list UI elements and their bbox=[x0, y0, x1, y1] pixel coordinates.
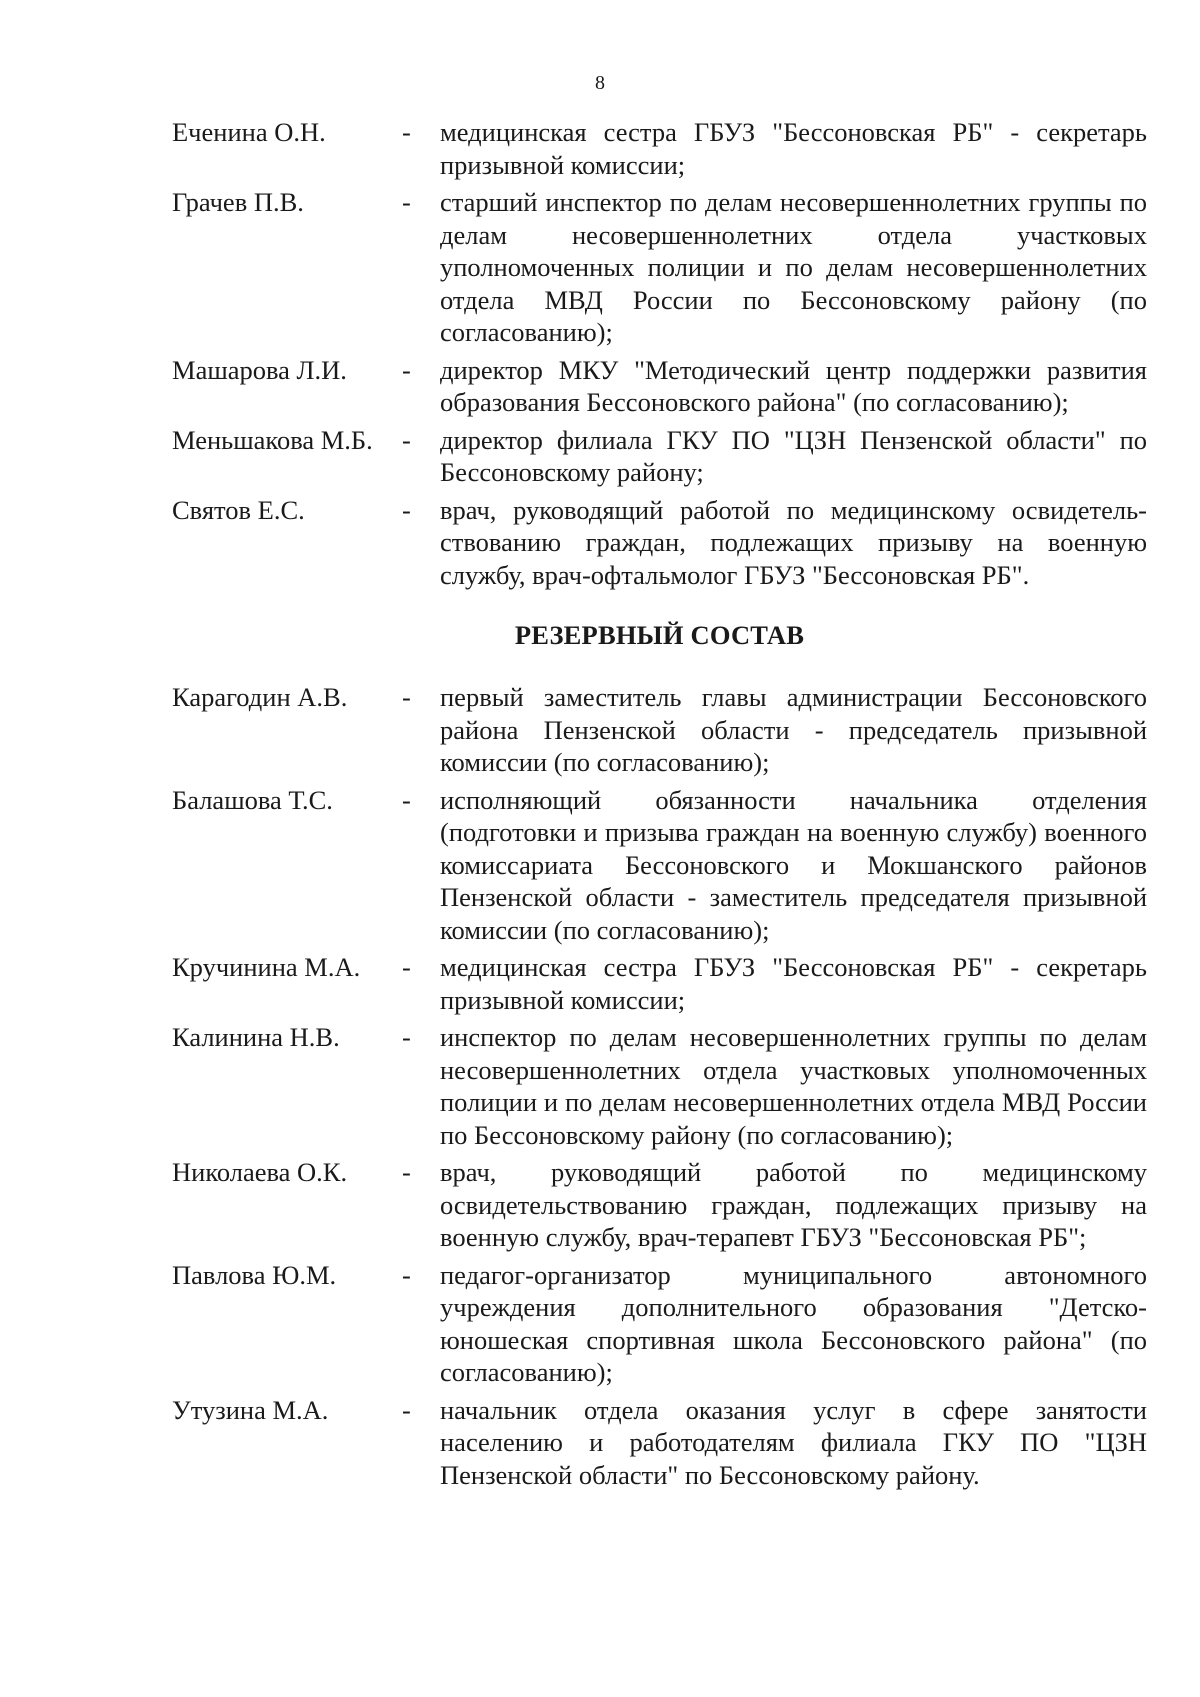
member-name: Машарова Л.И. bbox=[172, 354, 347, 385]
member-dash: - bbox=[402, 1394, 411, 1425]
member-entry bbox=[172, 494, 1147, 592]
document-content bbox=[172, 116, 1147, 1496]
member-name: Карагодин А.В. bbox=[172, 682, 348, 712]
member-description: директор филиала ГКУ ПО "ЦЗН Пензенской области" по Бессоновскому району; bbox=[440, 424, 1147, 487]
main-members-list bbox=[172, 116, 1147, 591]
member-name: Калинина Н.В. bbox=[172, 1022, 340, 1052]
reserve-member-entry bbox=[172, 681, 1147, 779]
member-dash: - bbox=[402, 784, 411, 815]
reserve-member-entry bbox=[172, 1394, 1147, 1492]
member-dash: - bbox=[402, 1259, 411, 1290]
member-dash: - bbox=[402, 952, 411, 982]
reserve-members-list bbox=[172, 681, 1147, 1491]
member-name: Меньшакова М.Б. bbox=[172, 424, 373, 455]
member-dash: - bbox=[402, 354, 411, 385]
reserve-member-entry bbox=[172, 1156, 1147, 1254]
page-number: 8 bbox=[595, 72, 605, 94]
member-name: Кручинина М.А. bbox=[172, 952, 361, 982]
member-entry bbox=[172, 424, 1147, 489]
member-name: Утузина М.А. bbox=[172, 1394, 329, 1425]
member-name: Павлова Ю.М. bbox=[172, 1259, 337, 1290]
member-description: директор МКУ "Методический центр поддержки развития образования Бессоновского района" (по согласованию); bbox=[440, 354, 1147, 417]
member-description: медицинская сестра ГБУЗ "Бессоновская РБ" - секретарь призывной комиссии; bbox=[440, 117, 1147, 180]
member-dash: - bbox=[402, 1022, 411, 1052]
member-dash: - bbox=[402, 682, 411, 712]
member-dash: - bbox=[402, 424, 411, 455]
member-description: инспектор по делам несовершеннолетних группы по делам несовершеннолетних отдела участковых уполномоченных полиции и по делам несовершеннолетних отдела МВД России по Бессоновскому району (по согласованию); bbox=[440, 1022, 1147, 1150]
reserve-member-entry bbox=[172, 784, 1147, 947]
reserve-member-entry bbox=[172, 1259, 1147, 1389]
reserve-member-entry bbox=[172, 1021, 1147, 1151]
member-dash: - bbox=[402, 494, 411, 525]
member-entry bbox=[172, 116, 1147, 181]
member-description: начальник отдела оказания услуг в сфере занятости населению и работодателям филиала ГКУ ПО "ЦЗН Пензенской области" по Бессоновскому району. bbox=[440, 1394, 1147, 1490]
member-description: педагог-организатор муниципального автономного учреждения дополнительного образования "Детско-юношеская спортивная школа Бессоновского района" (по согласованию); bbox=[440, 1259, 1147, 1387]
member-entry bbox=[172, 186, 1147, 349]
member-name: Николаева О.К. bbox=[172, 1157, 348, 1187]
member-description: первый заместитель главы администрации Бессоновского района Пензенской области - председатель призывной комиссии (по согласованию); bbox=[440, 682, 1147, 777]
member-entry bbox=[172, 354, 1147, 419]
member-description: врач, руководящий работой по медицинскому освидетельствованию граждан, подлежащих призыву на военную службу, врач-терапевт ГБУЗ "Бессоновская РБ"; bbox=[440, 1157, 1147, 1252]
member-description: старший инспектор по делам несовершеннолетних группы по делам несовершеннолетних отдела участковых уполномоченных полиции и по делам несовершеннолетних отдела МВД России по Бессоновскому району (по согласованию); bbox=[440, 187, 1147, 347]
member-description: исполняющий обязанности начальника отделения (подготовки и призыва граждан на военную службу) военного комиссариата Бессоновского и Мокшанского районов Пензенской области - заместитель председателя призывной комиссии (по согласованию); bbox=[440, 784, 1147, 945]
member-description: медицинская сестра ГБУЗ "Бессоновская РБ" - секретарь призывной комиссии; bbox=[440, 952, 1147, 1015]
member-dash: - bbox=[402, 187, 411, 217]
member-name: Еченина О.Н. bbox=[172, 117, 326, 147]
member-name: Балашова Т.С. bbox=[172, 784, 333, 815]
reserve-section-heading: РЕЗЕРВНЫЙ СОСТАВ bbox=[514, 620, 805, 650]
member-description: врач, руководящий работой по медицинскому освидетель-ствованию граждан, подлежащих призыву на военную службу, врач-офтальмолог ГБУЗ "Бессоновская РБ". bbox=[440, 494, 1147, 590]
member-name: Святов Е.С. bbox=[172, 494, 305, 525]
member-dash: - bbox=[402, 117, 411, 147]
reserve-member-entry bbox=[172, 951, 1147, 1016]
member-name: Грачев П.В. bbox=[172, 187, 304, 217]
member-dash: - bbox=[402, 1157, 411, 1187]
